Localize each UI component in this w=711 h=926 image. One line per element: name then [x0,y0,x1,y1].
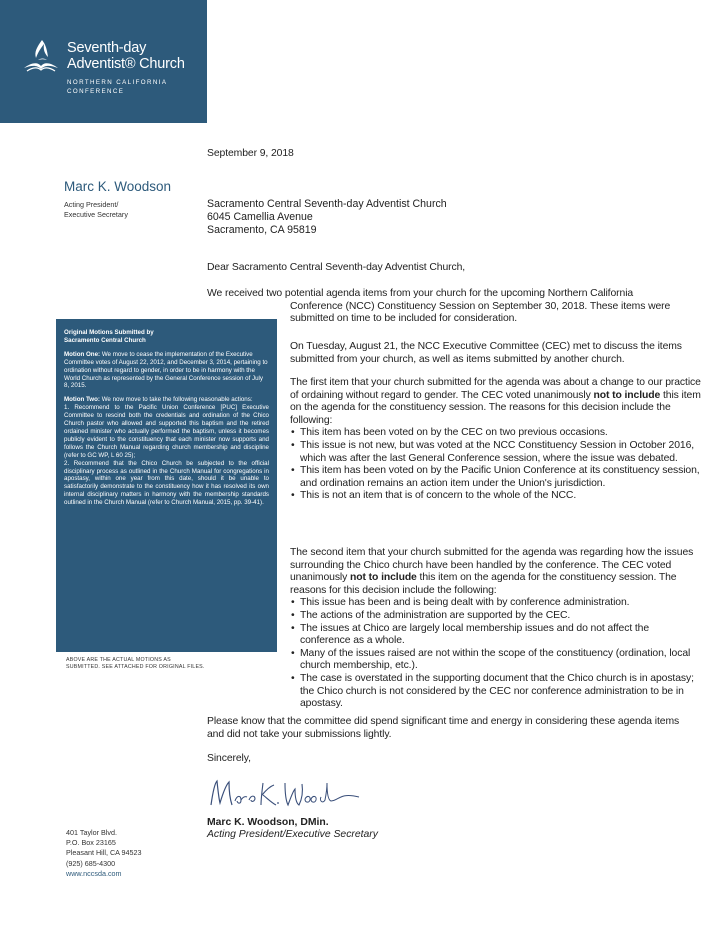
motion-two [64,396,269,507]
logo-block [0,0,207,123]
logo-name-line2: Adventist® Church [67,56,185,72]
recipient-line3: Sacramento, CA 95819 [207,223,317,236]
salutation: Dear Sacramento Central Seventh-day Adventist Church, [207,262,466,273]
list-item: • This item has been voted on by the CEC on two previous occasions. [300,427,702,440]
sender-title-line2: Executive Secretary [64,210,128,219]
motion-two-label: Motion Two: [64,396,100,404]
sda-flame-bible-icon [22,38,60,72]
para3-before: The first item that your church submitted for the agenda was about a change to our practice of ordaining without regard to gender. The CEC voted unanimously [290,377,701,401]
list-item: • This issue is not new, but was voted at the NCC Constituency Session in October 2016, which was after the last General Conference session, where the issue was debated. [300,440,702,465]
para4-before: The second item that your church submitted for the agenda was regarding how the issues surrounding the Chico church have been handled by the conference. The CEC voted unanimously [290,547,694,584]
para3-text [290,377,702,427]
letter-date: September 9, 2018 [207,148,294,159]
list-item: • The case is overstated in the supporting document that the Chico church is in apostasy; the Chico church is not considered by the CEC nor conference administration to be in apostasy. [300,673,700,711]
para4-emphasis: not to include [350,572,417,584]
motions-note-line1: ABOVE ARE THE ACTUAL MOTIONS AS [66,657,171,663]
motions-heading-line1: Original Motions Submitted by [64,329,154,336]
address-line2: P.O. Box 23165 [66,838,116,848]
para3-after: this item on the agenda for the constituency session. The reasons for this decision include the following: [290,389,701,426]
closing-paragraph: Please know that the committee did spend significant time and energy in considering these agenda items and did not take your submissions lightly. [207,716,680,740]
address-phone: (925) 685-4300 [66,858,116,868]
list-item: • This item has been voted on by the Pacific Union Conference at its constituency session, and ordination remains an action item under the Union's jurisdiction. [300,465,702,490]
sender-name: Marc K. Woodson [64,179,172,194]
para4-text [290,547,700,597]
list-item: • This issue has been and is being dealt with by conference administration. [300,597,700,610]
motion-two-item2: 2. Recommend that the Chico Church be subjected to the official disciplinary process as outlined in the Church Manual for congregations in apostasy, within one year from this date, should it be unable to satisfactorily demonstrate to the constituency how it has resolved its own internal disciplinary matters in harmony with the membership standards outlined in the Church Manual (refer to Church Manual, 2015, pp. 39-41). [64,459,269,507]
paragraph-second-item [290,547,700,711]
para1-line2: Conference (NCC) Constituency Session on September 30, 2018. These items were [290,300,671,312]
sincerely: Sincerely, [207,753,251,764]
list-item: • This is not an item that is of concern to the whole of the NCC. [300,490,702,503]
paragraph-first-item [290,377,702,503]
signer-name: Marc K. Woodson, DMin. [207,817,329,828]
website-link[interactable]: www.nccsda.com [66,868,122,878]
motions-note [66,657,205,671]
list-item: • The actions of the administration are supported by the CEC. [300,610,700,623]
address-line1: 401 Taylor Blvd. [66,828,118,837]
recipient-address [207,198,447,236]
motion-two-text: We now move to take the following reasonable actions: [99,396,253,404]
signature-image [205,773,365,817]
conference-address [66,828,142,879]
motions-heading [64,329,269,345]
para3-emphasis: not to include [593,389,661,401]
logo-name-line1: Seventh-day [67,40,147,56]
list-item: • Many of the issues raised are not within the scope of the constituency (ordination, local church membership, etc.). [300,648,700,673]
logo-conference-line2: CONFERENCE [67,88,125,95]
motion-one-text: We move to cease the implementation of the Executive Committee votes of August 22, 2012, and December 3, 2014, pertaining to ordination without regard to gender, in order to be in harmony with the World Church as represented by the General Conference session of July 8, 2015. [64,350,268,390]
para4-after: this item on the agenda for the constituency session. The reasons for this decision include the following: [290,572,677,596]
para1-line1: We received two potential agenda items from your church for the upcoming Northern California [207,288,634,299]
motions-heading-line2: Sacramento Central Church [64,336,146,344]
motions-note-line2: SUBMITTED. SEE ATTACHED FOR ORIGINAL FILES. [66,664,205,670]
motion-two-item1: 1. Recommend to the Pacific Union Conference [PUC] Executive Committee to rescind both the credentials and ordination of the Chico Church pastor who allowed and supported this baptism and the retired ordained minister who actually performed the baptism, unless it becomes publicly evident to the constituency that each minister now supports and follows the Church Manual regarding church membership and discipline (refer to GC WP, L 60 25); [64,404,269,459]
paragraph-intro [207,288,697,326]
sender-title [64,200,128,220]
second-item-reasons-list [290,597,700,710]
recipient-line1: Sacramento Central Seventh-day Adventist Church [207,198,447,210]
address-line3: Pleasant Hill, CA 94523 [66,848,142,858]
sender-title-line1: Acting President/ [64,200,119,209]
signer-title: Acting President/Executive Secretary [207,829,378,840]
para1-line3: submitted on time to be included for consideration. [290,313,518,325]
first-item-reasons-list [290,427,702,503]
paragraph-cec-meeting: On Tuesday, August 21, the NCC Executive Committee (CEC) met to discuss the items submitted from your church, as well as items submitted by another church. [290,341,682,365]
logo-conference-line1: NORTHERN CALIFORNIA [67,79,168,86]
original-motions-box [56,319,277,652]
recipient-line2: 6045 Camellia Avenue [207,210,313,223]
motion-one-label: Motion One: [64,350,101,358]
list-item: • The issues at Chico are largely local membership issues and do not affect the conference as a whole. [300,623,700,648]
motion-one [64,351,269,391]
